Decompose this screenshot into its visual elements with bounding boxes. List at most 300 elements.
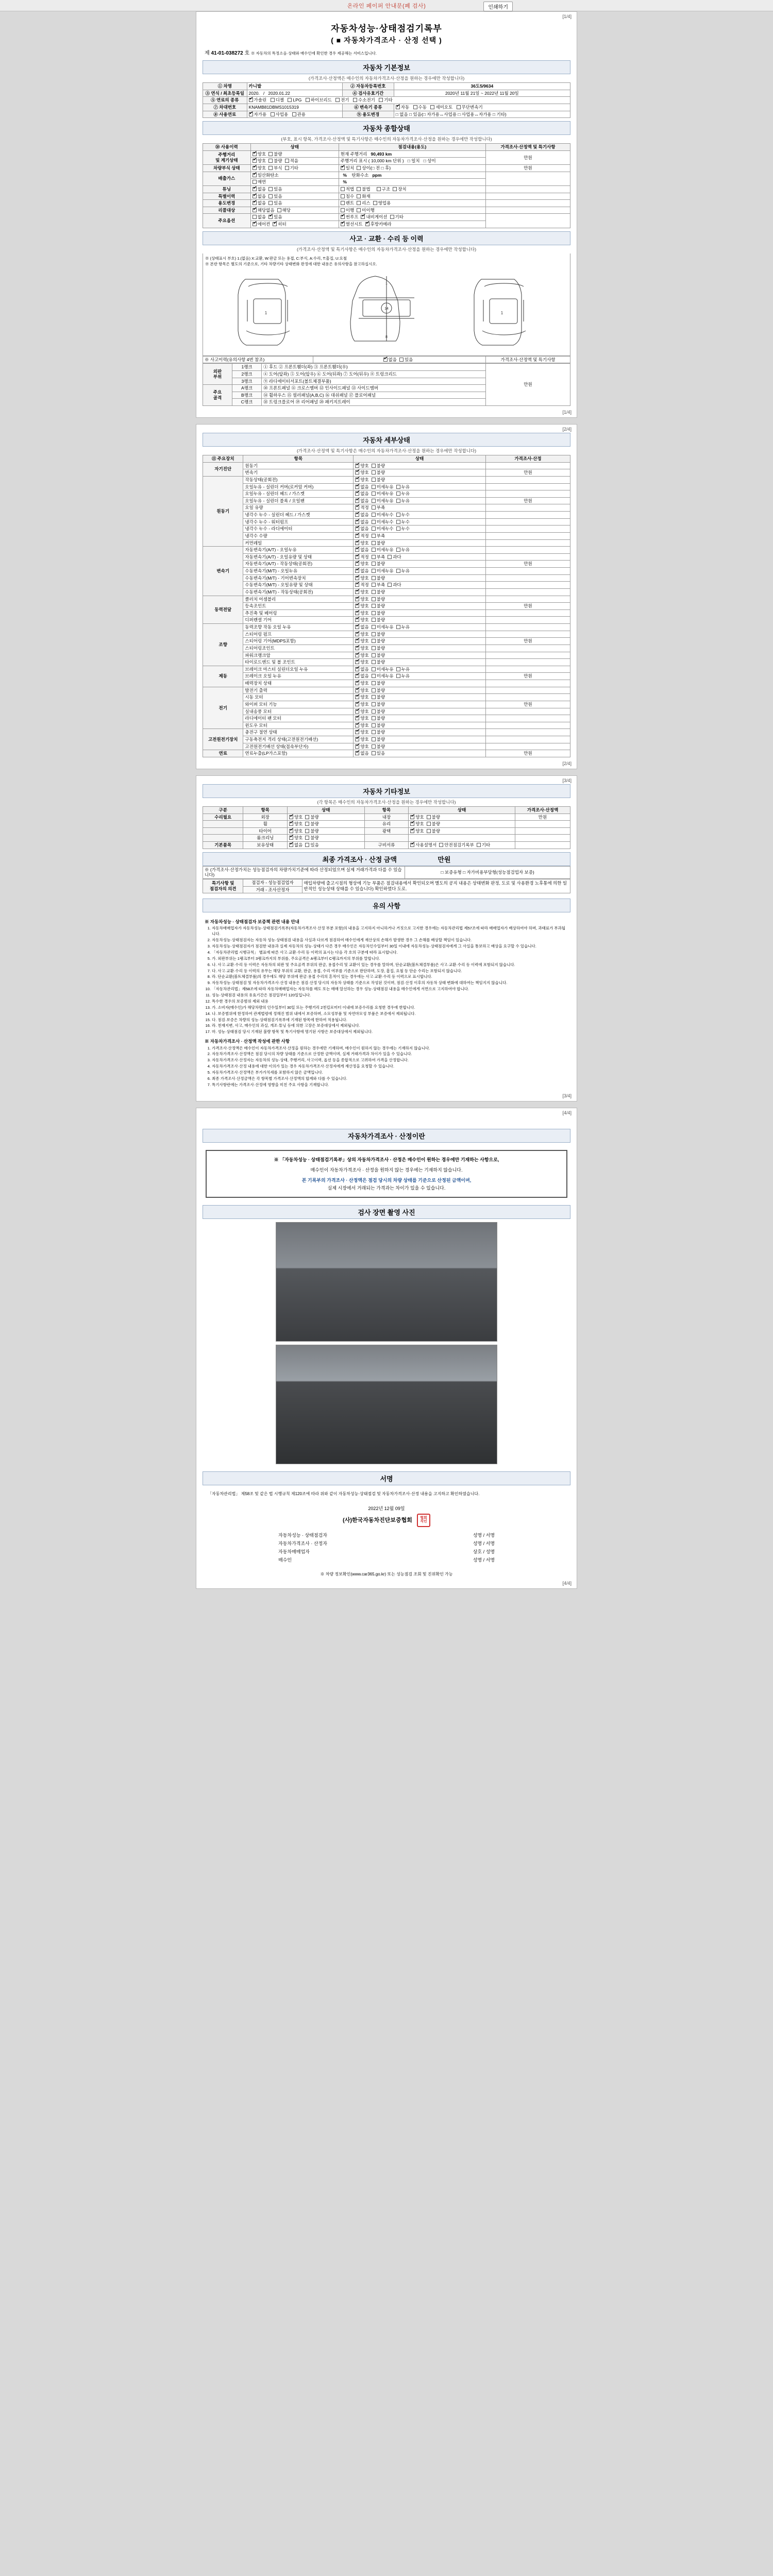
- cell-usechange-state: ✔ 없음 있음: [250, 200, 339, 207]
- checkbox-icon[interactable]: [355, 505, 359, 510]
- checkbox-icon[interactable]: [427, 829, 431, 833]
- option-1[interactable]: 불량: [427, 828, 440, 834]
- checkbox-icon[interactable]: [372, 723, 376, 727]
- checkbox-icon[interactable]: [355, 576, 359, 580]
- option-1[interactable]: 불량: [372, 646, 385, 651]
- checkbox-icon[interactable]: [355, 569, 359, 573]
- checkbox-icon[interactable]: [388, 583, 392, 587]
- device-item-state[interactable]: [354, 750, 486, 757]
- checkbox-icon[interactable]: [355, 625, 359, 629]
- device-item-state[interactable]: [354, 694, 486, 701]
- device-item-state[interactable]: [354, 638, 486, 645]
- option-0[interactable]: ✔ 양호: [355, 477, 368, 483]
- option-0[interactable]: ✔ 없음: [355, 484, 368, 490]
- device-item-state[interactable]: [354, 603, 486, 610]
- checkbox-icon[interactable]: [305, 843, 309, 847]
- option-1[interactable]: 미세누수: [372, 526, 394, 532]
- device-item-state[interactable]: [354, 561, 486, 568]
- option-0[interactable]: ✔ 없음: [355, 751, 368, 756]
- checkbox-icon[interactable]: [305, 822, 309, 826]
- option-1[interactable]: 불량: [372, 681, 385, 686]
- option-0[interactable]: ✔ 양호: [355, 709, 368, 715]
- checkbox-icon[interactable]: [372, 520, 376, 524]
- table-row: [203, 814, 570, 821]
- checkbox-icon[interactable]: [372, 478, 376, 482]
- checkbox-icon[interactable]: [372, 485, 376, 489]
- device-item-state[interactable]: [354, 582, 486, 589]
- other-group-label: [203, 827, 243, 835]
- checkbox-icon[interactable]: [372, 660, 376, 664]
- checkbox-icon[interactable]: [355, 632, 359, 636]
- final-price-left-note: ※ (가격조사·산정가치는 성능점검자의 차량가치기준에 따라 산정되었으며 실제 거래가격과 다를 수 있습니다): [203, 866, 405, 878]
- option-1[interactable]: 불량: [372, 477, 385, 483]
- option-0[interactable]: ✔ 양호: [355, 575, 368, 581]
- device-item-state[interactable]: [354, 645, 486, 652]
- checkbox-icon[interactable]: [372, 562, 376, 566]
- checkbox-icon[interactable]: [355, 555, 359, 559]
- checkbox-icon[interactable]: [372, 674, 376, 678]
- option-0[interactable]: ✔ 양호: [355, 646, 368, 651]
- device-item-state[interactable]: [354, 680, 486, 687]
- checkbox-icon[interactable]: [372, 611, 376, 615]
- other-item-b-state[interactable]: [409, 827, 515, 835]
- option-1[interactable]: 불량: [305, 821, 318, 827]
- option-1[interactable]: 불량: [427, 821, 440, 827]
- option-1[interactable]: 안전점검기록부: [439, 842, 474, 848]
- option-1[interactable]: 불량: [372, 688, 385, 693]
- checkbox-icon[interactable]: [355, 744, 359, 749]
- checkbox-icon[interactable]: [355, 653, 359, 657]
- option-0[interactable]: ✔ 양호: [355, 653, 368, 658]
- checkbox-icon[interactable]: [396, 625, 400, 629]
- option-0[interactable]: ✔ 양호: [355, 540, 368, 546]
- checkbox-icon[interactable]: [372, 464, 376, 468]
- option-0[interactable]: ✔ 없음: [355, 624, 368, 630]
- option-0[interactable]: ✔ 양호: [355, 632, 368, 637]
- device-item-state[interactable]: [354, 532, 486, 539]
- option-1[interactable]: 미세누유: [372, 484, 394, 490]
- checkbox-icon[interactable]: [355, 646, 359, 650]
- other-item-b-state[interactable]: [409, 821, 515, 828]
- option-0[interactable]: ✔ 양호: [410, 821, 424, 827]
- device-item-state[interactable]: [354, 687, 486, 694]
- checkbox-icon[interactable]: [355, 716, 359, 720]
- option-2[interactable]: 과다: [388, 582, 401, 588]
- checkbox-icon[interactable]: [305, 815, 309, 819]
- option-1[interactable]: 미세누유: [372, 667, 394, 672]
- checkbox-icon[interactable]: [355, 590, 359, 594]
- checkbox-icon[interactable]: [355, 492, 359, 496]
- checkbox-icon[interactable]: [396, 548, 400, 552]
- checkbox-icon[interactable]: [289, 843, 293, 847]
- checkbox-icon[interactable]: [372, 688, 376, 692]
- special-note-label: 특기사항 및 점검자의 의견: [203, 879, 243, 893]
- option-1[interactable]: 부족: [372, 505, 385, 511]
- device-item-state[interactable]: [354, 617, 486, 624]
- checkbox-icon[interactable]: [355, 478, 359, 482]
- checkbox-icon[interactable]: [355, 709, 359, 714]
- other-item-b-state[interactable]: [409, 814, 515, 821]
- option-0[interactable]: ✔ 사용설명서: [410, 842, 436, 848]
- checkbox-icon[interactable]: [372, 590, 376, 594]
- option-1[interactable]: 미세누유: [372, 491, 394, 497]
- option-0[interactable]: ✔ 없음: [355, 673, 368, 679]
- checkbox-icon[interactable]: [410, 843, 414, 847]
- checkbox-icon[interactable]: [410, 822, 414, 826]
- other-item-a-label: 보유상태: [243, 842, 288, 849]
- device-item-state[interactable]: [354, 715, 486, 722]
- checkbox-icon[interactable]: [355, 464, 359, 468]
- checkbox-icon[interactable]: [355, 688, 359, 692]
- other-item-a-state[interactable]: [287, 842, 364, 849]
- option-1[interactable]: 불량: [427, 815, 440, 820]
- option-2[interactable]: 누유: [396, 667, 410, 672]
- option-0[interactable]: ✔ 양호: [355, 603, 368, 609]
- checkbox-icon[interactable]: [305, 836, 309, 840]
- option-1[interactable]: 미세누유: [372, 498, 394, 504]
- option-0[interactable]: ✔ 적정: [355, 505, 368, 511]
- option-1[interactable]: 불량: [372, 470, 385, 476]
- checkbox-icon[interactable]: [396, 667, 400, 671]
- option-0[interactable]: ✔ 없음: [355, 667, 368, 672]
- option-2[interactable]: 누유: [396, 568, 410, 574]
- checkbox-icon[interactable]: [372, 702, 376, 706]
- checkbox-icon[interactable]: [396, 569, 400, 573]
- checkbox-icon[interactable]: [289, 815, 293, 819]
- option-0[interactable]: ✔ 양호: [355, 744, 368, 750]
- option-2[interactable]: 누유: [396, 484, 410, 490]
- device-item-state[interactable]: [354, 722, 486, 729]
- checkbox-icon[interactable]: [396, 520, 400, 524]
- device-item-state[interactable]: [354, 462, 486, 469]
- cell-usage-change: □ 없음 □ 있음(□ 자가용↔사업용 □ 사업용↔자가용 □ 기타): [394, 111, 570, 118]
- device-item-state[interactable]: [354, 504, 486, 512]
- checkbox-icon[interactable]: [355, 730, 359, 734]
- option-0[interactable]: ✔ 양호: [289, 828, 303, 834]
- option-1[interactable]: 불량: [372, 694, 385, 700]
- option-0[interactable]: ✔ 양호: [355, 681, 368, 686]
- option-1[interactable]: 불량: [372, 744, 385, 750]
- option-0[interactable]: ✔ 양호: [355, 716, 368, 721]
- checkbox-icon[interactable]: [372, 709, 376, 714]
- checkbox-icon[interactable]: [372, 569, 376, 573]
- option-1[interactable]: 불량: [305, 828, 318, 834]
- option-0[interactable]: ✔ 없음: [355, 547, 368, 553]
- device-item-state[interactable]: [354, 553, 486, 561]
- checkbox-icon[interactable]: [372, 583, 376, 587]
- option-0[interactable]: ✔ 양호: [355, 638, 368, 644]
- option-2[interactable]: 누유: [396, 673, 410, 679]
- device-item-state[interactable]: [354, 701, 486, 708]
- checkbox-icon[interactable]: [355, 611, 359, 615]
- checkbox-icon[interactable]: [355, 485, 359, 489]
- checkbox-icon[interactable]: [372, 604, 376, 608]
- option-0[interactable]: ✔ 적정: [355, 533, 368, 539]
- option-1[interactable]: 불량: [372, 463, 385, 469]
- device-item-state[interactable]: [354, 596, 486, 603]
- option-0[interactable]: ✔ 없음: [355, 512, 368, 518]
- option-0[interactable]: ✔ 양호: [355, 561, 368, 567]
- device-item-state[interactable]: [354, 547, 486, 554]
- checkbox-icon[interactable]: [355, 513, 359, 517]
- other-item-a-state[interactable]: [287, 814, 364, 821]
- other-item-a-state[interactable]: [287, 827, 364, 835]
- option-1[interactable]: 불량: [372, 737, 385, 742]
- device-item-state[interactable]: [354, 659, 486, 666]
- checkbox-icon[interactable]: [372, 632, 376, 636]
- option-1[interactable]: 불량: [372, 716, 385, 721]
- option-0[interactable]: ✔ 양호: [355, 723, 368, 728]
- device-item-state[interactable]: [354, 588, 486, 596]
- checkbox-icon[interactable]: [372, 492, 376, 496]
- option-2[interactable]: 누수: [396, 526, 410, 532]
- option-0[interactable]: ✔ 양호: [355, 694, 368, 700]
- checkbox-icon[interactable]: [372, 470, 376, 474]
- option-1[interactable]: 불량: [372, 589, 385, 595]
- option-2[interactable]: 누유: [396, 624, 410, 630]
- option-0[interactable]: ✔ 양호: [355, 702, 368, 707]
- signature-value[interactable]: 성명 / 서명: [473, 1533, 495, 1538]
- option-0[interactable]: ✔ 양호: [355, 730, 368, 735]
- option-1[interactable]: 불량: [372, 540, 385, 546]
- option-0[interactable]: ✔ 양호: [355, 737, 368, 742]
- checkbox-icon[interactable]: [355, 470, 359, 474]
- signature-value[interactable]: 성명 / 서명: [473, 1541, 495, 1547]
- option-1[interactable]: 불량: [305, 815, 318, 820]
- checkbox-icon[interactable]: [355, 534, 359, 538]
- option-0[interactable]: ✔ 양호: [355, 611, 368, 616]
- option-1[interactable]: 부족: [372, 533, 385, 539]
- option-1[interactable]: 불량: [372, 702, 385, 707]
- option-0[interactable]: ✔ 양호: [355, 597, 368, 602]
- option-1[interactable]: 불량: [372, 575, 385, 581]
- checkbox-icon[interactable]: [372, 646, 376, 650]
- device-item-state[interactable]: [354, 476, 486, 483]
- device-item-state[interactable]: [354, 631, 486, 638]
- checkbox-icon[interactable]: [355, 674, 359, 678]
- option-0[interactable]: ✔ 양호: [289, 815, 303, 820]
- print-button[interactable]: 인쇄하기: [483, 2, 513, 11]
- checkbox-icon[interactable]: [355, 618, 359, 622]
- checkbox-icon[interactable]: [355, 667, 359, 671]
- option-1[interactable]: 불량: [305, 835, 318, 841]
- device-item-state[interactable]: [354, 518, 486, 526]
- option-0[interactable]: ✔ 양호: [355, 688, 368, 693]
- option-1[interactable]: 불량: [372, 597, 385, 602]
- option-0[interactable]: ✔ 양호: [410, 828, 424, 834]
- checkbox-icon[interactable]: [427, 815, 431, 819]
- option-0[interactable]: ✔ 적정: [355, 554, 368, 560]
- checkbox-icon[interactable]: [372, 499, 376, 503]
- option-1[interactable]: 불량: [372, 638, 385, 644]
- option-1[interactable]: 불량: [372, 603, 385, 609]
- checkbox-icon[interactable]: [388, 555, 392, 559]
- checkbox-icon[interactable]: [372, 639, 376, 643]
- checkbox-icon[interactable]: [289, 822, 293, 826]
- option-0[interactable]: ✔ 양호: [289, 821, 303, 827]
- checkbox-icon[interactable]: [355, 541, 359, 545]
- option-0[interactable]: ✔ 양호: [355, 589, 368, 595]
- checkbox-icon[interactable]: [372, 527, 376, 531]
- option-2[interactable]: 누유: [396, 491, 410, 497]
- checkbox-icon[interactable]: [355, 520, 359, 524]
- checkbox-icon[interactable]: [289, 836, 293, 840]
- checkbox-icon[interactable]: [439, 843, 443, 847]
- option-0[interactable]: ✔ 없음: [355, 491, 368, 497]
- option-1[interactable]: 부족: [372, 582, 385, 588]
- device-item-state[interactable]: [354, 526, 486, 533]
- checkbox-icon[interactable]: [289, 829, 293, 833]
- option-0[interactable]: ✔ 없음: [355, 498, 368, 504]
- checkbox-icon[interactable]: [410, 815, 414, 819]
- device-item-state[interactable]: [354, 497, 486, 504]
- checkbox-icon[interactable]: [372, 513, 376, 517]
- option-0[interactable]: ✔ 양호: [410, 815, 424, 820]
- checkbox-icon[interactable]: [355, 723, 359, 727]
- device-item-state[interactable]: [354, 568, 486, 575]
- signature-value[interactable]: 성명 / 서명: [473, 1557, 495, 1563]
- option-0[interactable]: ✔ 없음: [289, 842, 303, 848]
- option-2[interactable]: 누유: [396, 498, 410, 504]
- checkbox-icon[interactable]: [355, 604, 359, 608]
- other-item-a-label: 룸크리닝: [243, 835, 288, 842]
- checkbox-icon[interactable]: [372, 505, 376, 510]
- option-1[interactable]: 불량: [372, 723, 385, 728]
- checkbox-icon[interactable]: [372, 751, 376, 755]
- option-2[interactable]: 누유: [396, 547, 410, 553]
- option-1[interactable]: 미세누유: [372, 673, 394, 679]
- checkbox-icon[interactable]: [372, 681, 376, 685]
- checkbox-icon[interactable]: [372, 716, 376, 720]
- checkbox-icon[interactable]: [372, 667, 376, 671]
- device-item-state[interactable]: [354, 512, 486, 519]
- option-1[interactable]: 있음: [372, 751, 385, 756]
- option-1[interactable]: 미세누수: [372, 512, 394, 518]
- device-item-label: 연료누출(LP가스포함): [243, 750, 354, 757]
- option-0[interactable]: ✔ 없음: [355, 526, 368, 532]
- checkbox-icon[interactable]: [372, 744, 376, 749]
- checkbox-icon[interactable]: [305, 829, 309, 833]
- device-item-state[interactable]: [354, 743, 486, 750]
- checkbox-icon[interactable]: [372, 625, 376, 629]
- checkbox-icon[interactable]: [396, 499, 400, 503]
- option-0[interactable]: ✔ 양호: [289, 835, 303, 841]
- device-item-state[interactable]: [354, 490, 486, 498]
- device-item-state[interactable]: [354, 652, 486, 659]
- device-item-state[interactable]: [354, 666, 486, 673]
- option-0[interactable]: ✔ 없음: [355, 519, 368, 525]
- checkbox-icon[interactable]: [396, 513, 400, 517]
- option-0[interactable]: ✔ 양호: [355, 659, 368, 665]
- device-item-state[interactable]: [354, 469, 486, 477]
- device-item-state[interactable]: [354, 609, 486, 617]
- option-2[interactable]: 누수: [396, 512, 410, 518]
- device-item-state[interactable]: [354, 539, 486, 547]
- checkbox-icon[interactable]: [427, 822, 431, 826]
- option-1[interactable]: 불량: [372, 632, 385, 637]
- checkbox-icon[interactable]: [396, 485, 400, 489]
- checkbox-icon[interactable]: [355, 639, 359, 643]
- checkbox-icon[interactable]: [396, 492, 400, 496]
- option-1[interactable]: 부족: [372, 554, 385, 560]
- checkbox-icon[interactable]: [396, 527, 400, 531]
- device-item-state[interactable]: [354, 708, 486, 715]
- device-item-state[interactable]: [354, 736, 486, 743]
- option-1[interactable]: 불량: [372, 611, 385, 616]
- checkbox-icon[interactable]: [410, 829, 414, 833]
- option-0[interactable]: ✔ 양호: [355, 463, 368, 469]
- checkbox-icon[interactable]: [372, 548, 376, 552]
- checkbox-icon[interactable]: [355, 499, 359, 503]
- checkbox-icon[interactable]: [355, 737, 359, 741]
- option-1[interactable]: 미세누유: [372, 624, 394, 630]
- checkbox-icon[interactable]: [396, 674, 400, 678]
- checkbox-icon[interactable]: [355, 583, 359, 587]
- option-1[interactable]: 불량: [372, 730, 385, 735]
- checkbox-icon[interactable]: [355, 681, 359, 685]
- checkbox-icon[interactable]: [355, 702, 359, 706]
- checkbox-icon[interactable]: [355, 751, 359, 755]
- checkbox-icon[interactable]: [372, 541, 376, 545]
- device-item-state[interactable]: [354, 729, 486, 736]
- device-item-state[interactable]: [354, 673, 486, 680]
- other-item-a-state[interactable]: [287, 821, 364, 828]
- option-2[interactable]: 기타: [477, 842, 490, 848]
- checkbox-icon[interactable]: [372, 618, 376, 622]
- signature-value[interactable]: 상호 / 성명: [473, 1549, 495, 1555]
- device-item-state[interactable]: [354, 483, 486, 490]
- option-2[interactable]: 과다: [388, 554, 401, 560]
- option-1[interactable]: 있음: [305, 842, 318, 848]
- checkbox-icon[interactable]: [372, 555, 376, 559]
- device-item-state[interactable]: [354, 574, 486, 582]
- device-item-label: 클러치 어셈블리: [243, 596, 354, 603]
- checkbox-icon[interactable]: [355, 548, 359, 552]
- checkbox-icon[interactable]: [372, 737, 376, 741]
- device-item-state[interactable]: [354, 624, 486, 631]
- checkbox-icon[interactable]: [477, 843, 481, 847]
- checkbox-icon[interactable]: [355, 562, 359, 566]
- option-1[interactable]: 불량: [372, 709, 385, 715]
- option-0[interactable]: ✔ 양호: [355, 617, 368, 623]
- checkbox-icon[interactable]: [372, 695, 376, 699]
- option-0[interactable]: ✔ 없음: [355, 568, 368, 574]
- device-item-note: [485, 645, 570, 652]
- checkbox-icon[interactable]: [372, 597, 376, 601]
- option-2[interactable]: 누수: [396, 519, 410, 525]
- checkbox-icon[interactable]: [372, 534, 376, 538]
- other-item-b-state[interactable]: [409, 835, 515, 842]
- option-1[interactable]: 불량: [372, 617, 385, 623]
- checkbox-icon[interactable]: [372, 576, 376, 580]
- option-0[interactable]: ✔ 적정: [355, 582, 368, 588]
- checkbox-icon[interactable]: [355, 597, 359, 601]
- option-1[interactable]: 미세누유: [372, 568, 394, 574]
- option-1[interactable]: 불량: [372, 659, 385, 665]
- checkbox-icon[interactable]: [372, 730, 376, 734]
- checkbox-icon[interactable]: [355, 695, 359, 699]
- checkbox-icon[interactable]: [372, 653, 376, 657]
- option-1[interactable]: 미세누수: [372, 519, 394, 525]
- option-0[interactable]: ✔ 양호: [355, 470, 368, 476]
- option-1[interactable]: 불량: [372, 561, 385, 567]
- checkbox-icon[interactable]: [355, 527, 359, 531]
- checkbox-icon[interactable]: [355, 660, 359, 664]
- other-item-b-state[interactable]: [409, 842, 515, 849]
- other-item-a-state[interactable]: [287, 835, 364, 842]
- option-1[interactable]: 미세누유: [372, 547, 394, 553]
- option-1[interactable]: 불량: [372, 653, 385, 658]
